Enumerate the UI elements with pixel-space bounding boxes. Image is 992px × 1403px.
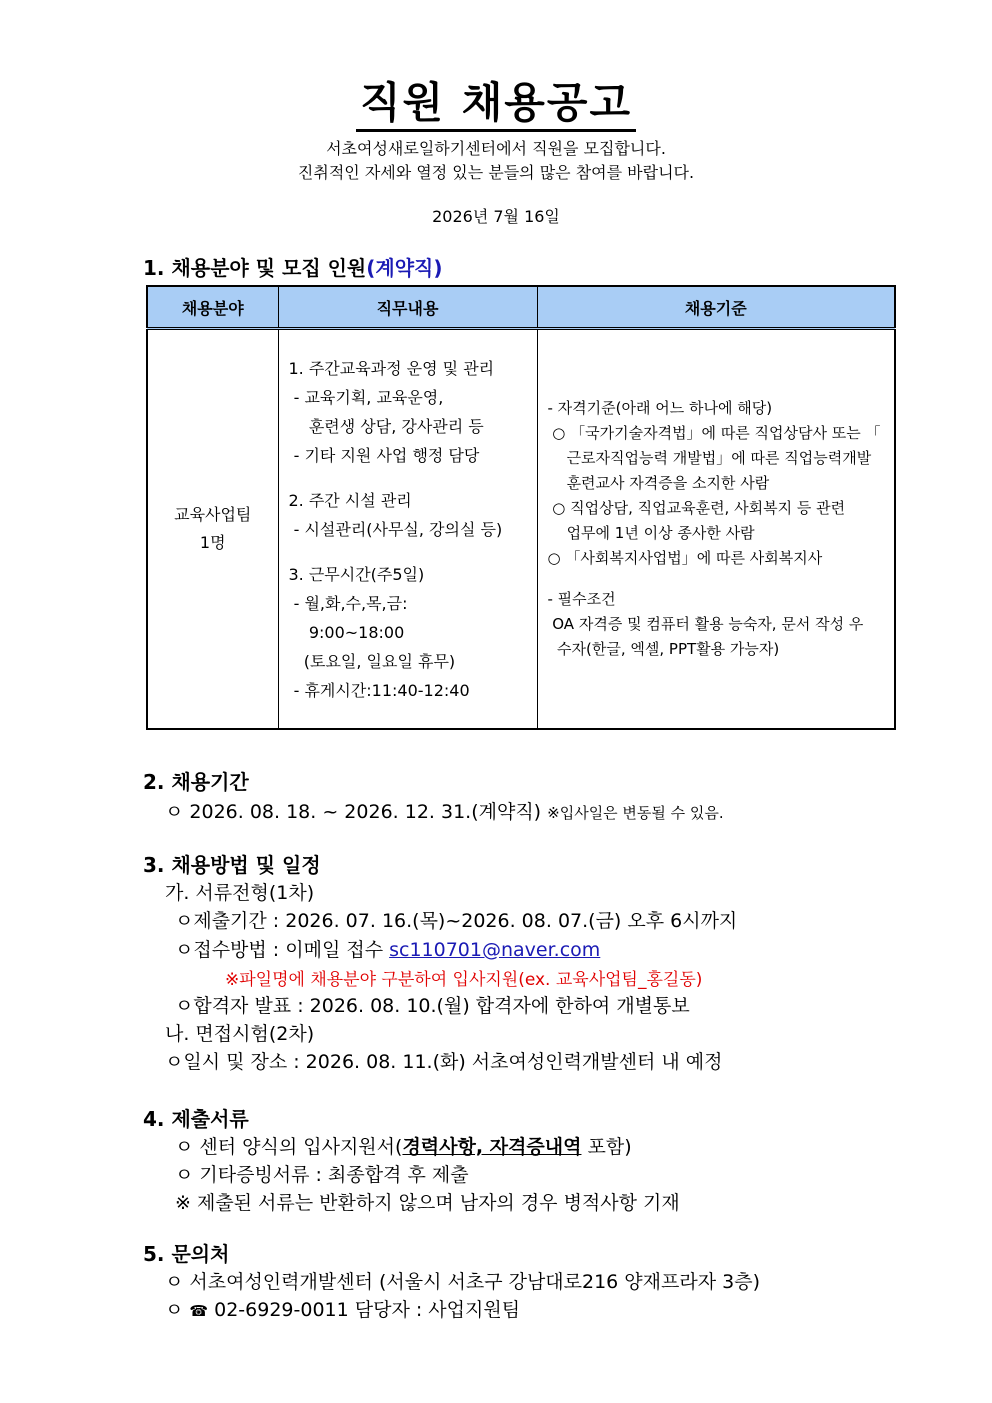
field-name: 교육사업팀 — [174, 505, 252, 524]
table-row — [147, 329, 895, 730]
duty-line: - 휴게시간:11:40-12:40 — [288, 680, 470, 700]
document-proof: ㅇ 기타증빙서류 : 최종합격 후 제출 — [175, 1164, 469, 1186]
intro-line-1: 서초여성새로일하기센터에서 직원을 모집합니다. — [326, 139, 666, 158]
duty-line: - 월,화,수,목,금: — [288, 593, 408, 613]
duty-line: 2. 주간 시설 관리 — [288, 490, 412, 510]
section-1-heading: 1. 채용분야 및 모집 인원(계약직) — [143, 256, 443, 280]
duty-line: (토요일, 일요일 휴무) — [288, 651, 456, 671]
page-title: 직원 채용공고 — [0, 70, 992, 130]
table-header-row — [147, 286, 895, 329]
duty-line: - 기타 지원 사업 행정 담당 — [288, 445, 480, 465]
submit-period: ㅇ제출기간 : 2026. 07. 16.(목)~2026. 08. 07.(금) 오후 6시까지 — [175, 910, 738, 932]
standard-line: ○ 직업상담, 직업교육훈련, 사회복지 등 관련 — [547, 499, 846, 517]
duty-line: 9:00~18:00 — [288, 622, 405, 642]
standard-line: OA 자격증 및 컴퓨터 활용 능숙자, 문서 작성 우 — [547, 615, 864, 633]
standard-line: ○ 「국가기술자격법」에 따른 직업상담사 또는 「 — [547, 424, 881, 442]
standard-line: - 필수조건 — [547, 590, 616, 608]
document-application: ㅇ 센터 양식의 입사지원서(경력사항, 자격증내역 포함) — [175, 1136, 632, 1158]
duty-line: 1. 주간교육과정 운영 및 관리 — [288, 358, 495, 378]
phone-icon: ☎ — [189, 1302, 209, 1320]
period-note: ※입사일은 변동될 수 있음. — [547, 804, 724, 822]
duty-cell — [278, 329, 537, 730]
career-cert-emphasis: 경력사항, 자격증내역 — [402, 1136, 582, 1158]
result-announcement: ㅇ합격자 발표 : 2026. 08. 10.(월) 합격자에 한하여 개별통보 — [175, 995, 690, 1017]
contract-tag: (계약직) — [366, 256, 443, 280]
standard-line: 업무에 1년 이상 종사한 사람 — [547, 524, 755, 542]
section-2-heading: 2. 채용기간 — [143, 770, 249, 794]
file-name-note: ※파일명에 채용분야 구분하여 입사지원(ex. 교육사업팀_홍길동) — [225, 970, 703, 990]
standard-line: 훈련교사 자격증을 소지한 사람 — [547, 474, 770, 492]
email-link[interactable]: sc110701@naver.com — [389, 939, 601, 961]
standard-cell — [537, 329, 895, 730]
intro-line-2: 진취적인 자세와 열정 있는 분들의 많은 참여를 바랍니다. — [297, 163, 695, 182]
standard-line: 수자(한글, 엑셀, PPT활용 가능자) — [547, 640, 780, 658]
duty-line: - 교육기획, 교육운영, — [288, 387, 444, 407]
step-document: 가. 서류전형(1차) — [165, 882, 315, 904]
document-note: ※ 제출된 서류는 반환하지 않으며 남자의 경우 병적사항 기재 — [175, 1192, 680, 1214]
section-4-heading: 4. 제출서류 — [143, 1107, 249, 1131]
duty-line: 훈련생 상담, 강사관리 등 — [288, 416, 484, 436]
step-interview: 나. 면접시험(2차) — [165, 1023, 315, 1045]
header-standard: 채용기준 — [537, 286, 895, 329]
duty-line: - 시설관리(사무실, 강의실 등) — [288, 519, 503, 539]
contact-phone: ㅇ ☎ 02-6929-0011 담당자 : 사업지원팀 — [165, 1299, 521, 1321]
receive-method: ㅇ접수방법 : 이메일 접수 sc110701@naver.com — [175, 939, 601, 961]
announcement-date: 2026년 7월 16일 — [432, 207, 560, 226]
interview-schedule: ㅇ일시 및 장소 : 2026. 08. 11.(화) 서초여성인력개발센터 내 예정 — [165, 1051, 723, 1073]
duty-line: 3. 근무시간(주5일) — [288, 564, 425, 584]
standard-line: - 자격기준(아래 어느 하나에 해당) — [547, 399, 773, 417]
contact-address: ㅇ 서초여성인력개발센터 (서울시 서초구 강남대로216 양재프라자 3층) — [165, 1271, 760, 1293]
header-field: 채용분야 — [147, 286, 278, 329]
header-duty: 직무내용 — [278, 286, 537, 329]
standard-line: 근로자직업능력 개발법」에 따른 직업능력개발 — [547, 449, 872, 467]
recruit-period: ㅇ 2026. 08. 18. ~ 2026. 12. 31.(계약직) ※입사일은 변동될 수 있음. — [165, 801, 724, 823]
section-3-heading: 3. 채용방법 및 일정 — [143, 853, 321, 877]
field-cell — [147, 329, 278, 730]
recruit-table — [146, 285, 896, 730]
section-5-heading: 5. 문의처 — [143, 1242, 230, 1266]
field-count: 1명 — [199, 533, 226, 552]
standard-line: ○ 「사회복지사업법」에 따른 사회복지사 — [547, 549, 823, 567]
